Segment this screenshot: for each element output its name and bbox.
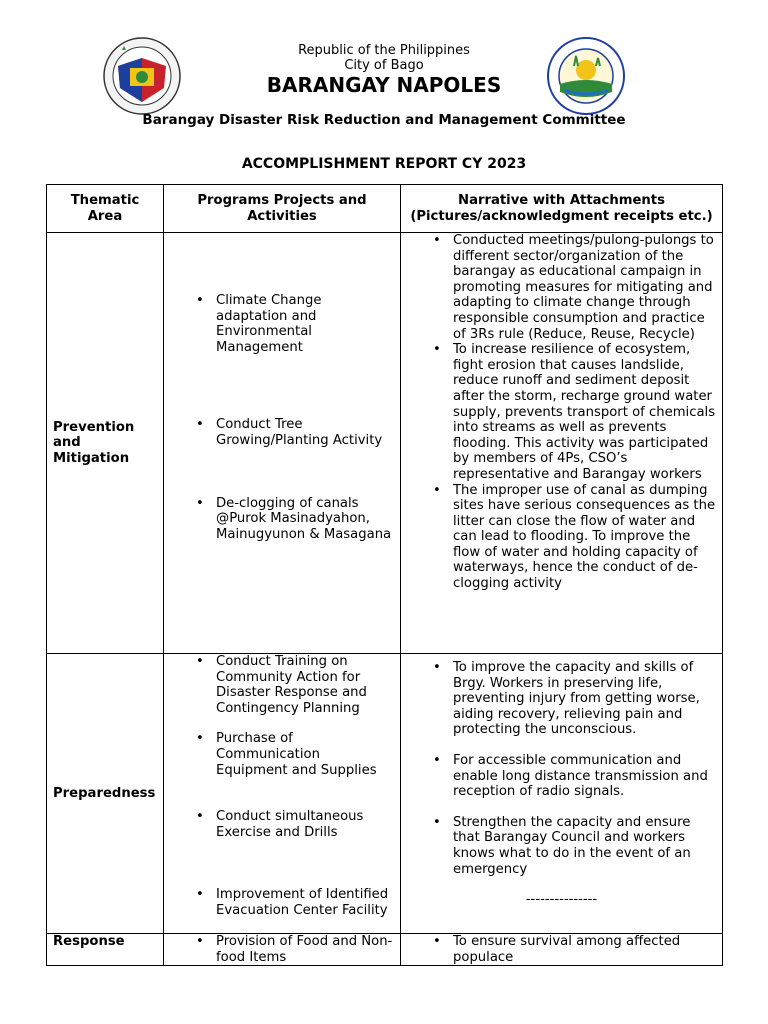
program-item: • Purchase of Communication Equipment and Supplies bbox=[216, 731, 394, 778]
header-programs: Programs Projects and Activities bbox=[164, 185, 401, 233]
republic-line: Republic of the Philippines bbox=[298, 43, 470, 58]
narrative-cell bbox=[401, 233, 723, 654]
programs-cell bbox=[164, 654, 401, 934]
narrative-item: • To improve the capacity and skills of Brgy. Workers in preserving life, preventing injury from getting worse, aiding recovery, relieving pain and protecting the unconscious. bbox=[453, 660, 716, 738]
thematic-area-cell: Prevention and Mitigation bbox=[47, 233, 164, 654]
programs-cell bbox=[164, 233, 401, 654]
thematic-area-cell: Response bbox=[47, 934, 164, 966]
narrative-cell bbox=[401, 934, 723, 966]
program-item: • Conduct Training on Community Action for Disaster Response and Contingency Planning bbox=[216, 654, 394, 716]
program-item: • Climate Change adaptation and Environmental Management bbox=[216, 293, 394, 355]
narrative-item: • Strengthen the capacity and ensure that Barangay Council and workers knows what to do in the event of an emergency bbox=[453, 815, 716, 877]
program-item: • Improvement of Identified Evacuation Center Facility bbox=[216, 887, 394, 918]
city-line: City of Bago bbox=[344, 58, 424, 73]
narrative-item: • To increase resilience of ecosystem, fight erosion that causes landslide, reduce runoff and sediment deposit after the storm, recharge ground water supply, prevents transport of chemicals into streams as well as prevents flooding. This activity was participated by members of 4Ps, CSO’s representative and Barangay workers bbox=[453, 342, 716, 482]
table-row bbox=[47, 934, 723, 966]
committee-title: Barangay Disaster Risk Reduction and Management Committee bbox=[142, 112, 626, 128]
narrative-item: • To ensure survival among affected populace bbox=[453, 934, 716, 965]
table-row bbox=[47, 654, 723, 934]
barangay-title: BARANGAY NAPOLES bbox=[266, 73, 502, 97]
table-row bbox=[47, 233, 723, 654]
program-item: • De-clogging of canals @Purok Masinadyahon, Mainugyunon & Masagana bbox=[216, 496, 394, 543]
narrative-item: • The improper use of canal as dumping sites have serious consequences as the litter can close the flow of water and can lead to flooding. To improve the flow of water and holding capacity of waterways, hence the conduct of de-clogging activity bbox=[453, 483, 716, 592]
programs-cell bbox=[164, 934, 401, 966]
program-item: • Provision of Food and Non-food Items bbox=[216, 934, 394, 965]
report-title: ACCOMPLISHMENT REPORT CY 2023 bbox=[241, 156, 527, 172]
narrative-item: • For accessible communication and enable long distance transmission and reception of radio signals. bbox=[453, 753, 716, 800]
table-header-row bbox=[47, 185, 723, 233]
accomplishment-table bbox=[46, 184, 723, 966]
program-item: • Conduct Tree Growing/Planting Activity bbox=[216, 417, 394, 448]
header-thematic-area: Thematic Area bbox=[47, 185, 164, 233]
header-narrative: Narrative with Attachments (Pictures/acknowledgment receipts etc.) bbox=[401, 185, 723, 233]
narrative-item: • Conducted meetings/pulong-pulongs to different sector/organization of the barangay as educational campaign in promoting measures for mitigating and adapting to climate change through responsible consumption and practice of 3Rs rule (Reduce, Reuse, Recycle) bbox=[453, 233, 716, 342]
thematic-area-cell: Preparedness bbox=[47, 654, 164, 934]
narrative-cell bbox=[401, 654, 723, 934]
divider-dashes: --------------- bbox=[525, 892, 598, 908]
program-item: • Conduct simultaneous Exercise and Drills bbox=[216, 809, 394, 840]
